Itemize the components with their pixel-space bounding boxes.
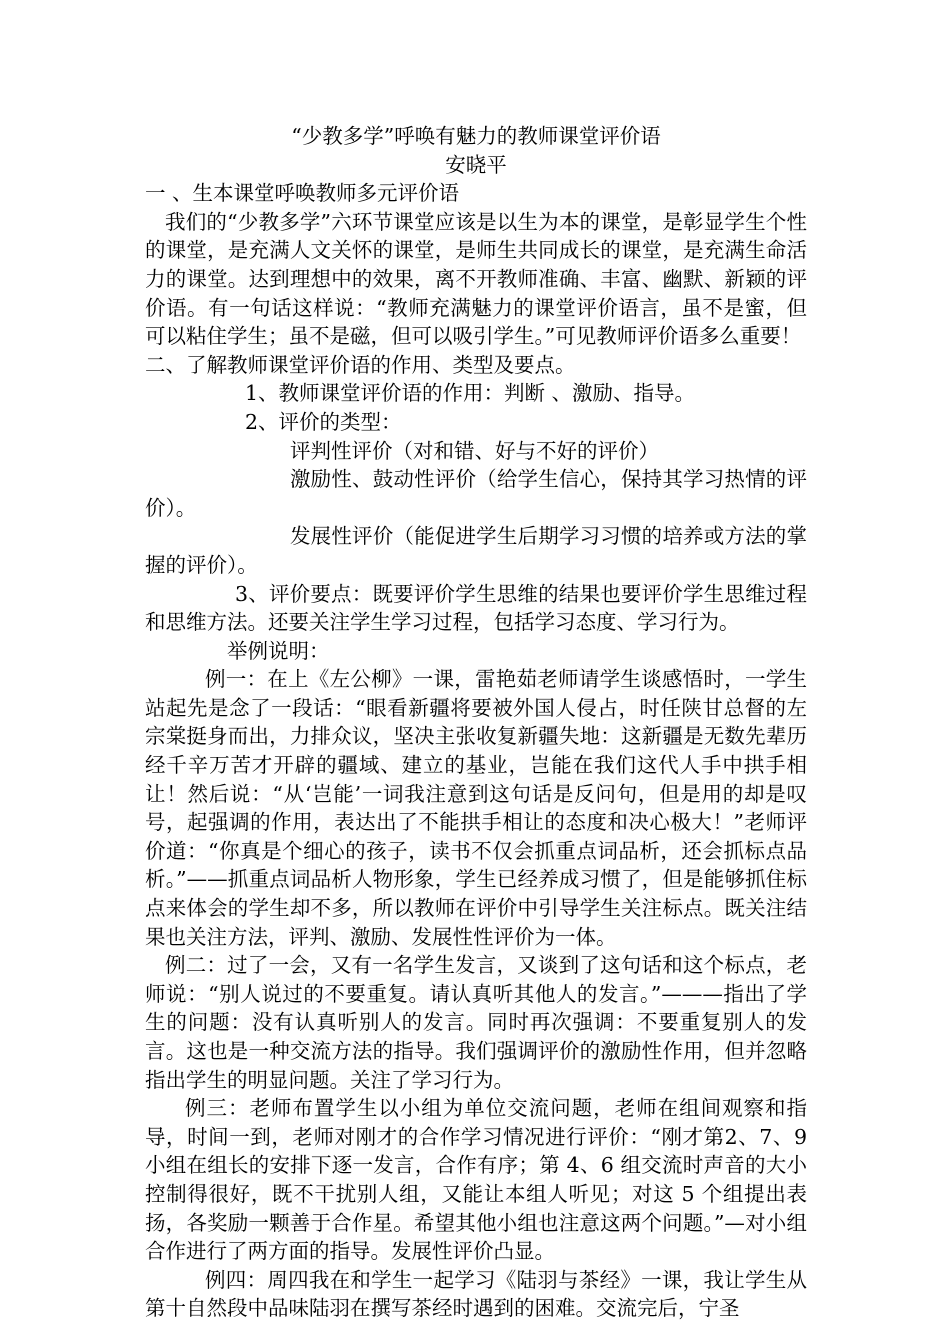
evaluation-type-2: 激励性、鼓动性评价（给学生信心，保持其学习热情的评价）。 xyxy=(145,467,807,520)
example-3: 例三：老师布置学生以小组为单位交流问题，老师在组间观察和指导，时间一到，老师对刚才的合作学习情况进行评价：“刚才第2、7、9 小组在组长的安排下逐一发言，合作有序；第 4、6 组交流时声音的大小控制得很好，既不干扰别人组，又能让本组人听见；对这 5 个组提出表扬，各奖励一颗善于合作星。希望其他小组也注意这两个问题。”—对小组合作进行了两方面的指导。发展性评价凸显。 xyxy=(145,1096,807,1264)
document-page xyxy=(145,122,807,1323)
list-item-3: 3、评价要点：既要评价学生思维的结果也要评价学生思维过程和思维方法。还要关注学生学习过程，包括学习态度、学习行为。 xyxy=(145,581,807,635)
example-2: 例二：过了一会，又有一名学生发言，又谈到了这句话和这个标点，老师说：“别人说过的不要重复。请认真听其他人的发言。”———指出了学生的问题：没有认真听别人的发言。同时再次强调：不要重复别人的发言。这也是一种交流方法的指导。我们强调评价的激励性作用，但并忽略指出学生的明显问题。关注了学习行为。 xyxy=(145,953,807,1092)
list-item-1: 1、教师课堂评价语的作用：判断 、激励、指导。 xyxy=(245,381,696,406)
document-author: 安晓平 xyxy=(445,152,507,177)
example-4: 例四：周四我在和学生一起学习《陆羽与茶经》一课，我让学生从第十自然段中品味陆羽在撰写茶经时遇到的困难。交流完后，宁圣 xyxy=(145,1267,807,1321)
example-1: 例一：在上《左公柳》一课，雷艳茹老师请学生谈感悟时，一学生站起先是念了一段话：“眼看新疆将要被外国人侵占，时任陕甘总督的左宗棠挺身而出，力排众议，坚决主张收复新疆失地：这新疆是无数先辈历经千辛万苦才开辟的疆域、建立的基业，岂能在我们这代人手中拱手相让！然后说：“从‘岂能’一词我注意到这句话是反问句，但是用的却是叹号，起强调的作用，表达出了不能拱手相让的态度和决心极大！”老师评价道：“你真是个细心的孩子，读书不仅会抓重点词品析，还会抓标点品析。”——抓重点词品析人物形象，学生已经养成习惯了，但是能够抓住标点来体会的学生却不多，所以教师在评价中引导学生关注标点。既关注结果也关注方法，评判、激励、发展性性评价为一体。 xyxy=(145,667,807,949)
evaluation-type-3: 发展性评价（能促进学生后期学习习惯的培养或方法的掌握的评价）。 xyxy=(145,524,807,577)
examples-label: 举例说明： xyxy=(227,638,330,663)
evaluation-type-1: 评判性评价（对和错、好与不好的评价） xyxy=(290,438,659,463)
section-1-heading: 一 、生本课堂呼唤教师多元评价语 xyxy=(145,181,460,206)
document-title: “少教多学”呼唤有魅力的教师课堂评价语 xyxy=(291,124,661,148)
list-item-2: 2、评价的类型： xyxy=(245,409,402,434)
section-2-heading: 二、了解教师课堂评价语的作用、类型及要点。 xyxy=(145,352,576,377)
paragraph-intro: 我们的“少教多学”六环节课堂应该是以生为本的课堂，是彰显学生个性的课堂，是充满人文关怀的课堂，是师生共同成长的课堂，是充满生命活力的课堂。达到理想中的效果，离不开教师准确、丰富、幽默、新颖的评价语。有一句话这样说：“教师充满魅力的课堂评价语言，虽不是蜜，但可以粘住学生；虽不是磁，但可以吸引学生。”可见教师评价语多么重要！ xyxy=(145,209,807,349)
